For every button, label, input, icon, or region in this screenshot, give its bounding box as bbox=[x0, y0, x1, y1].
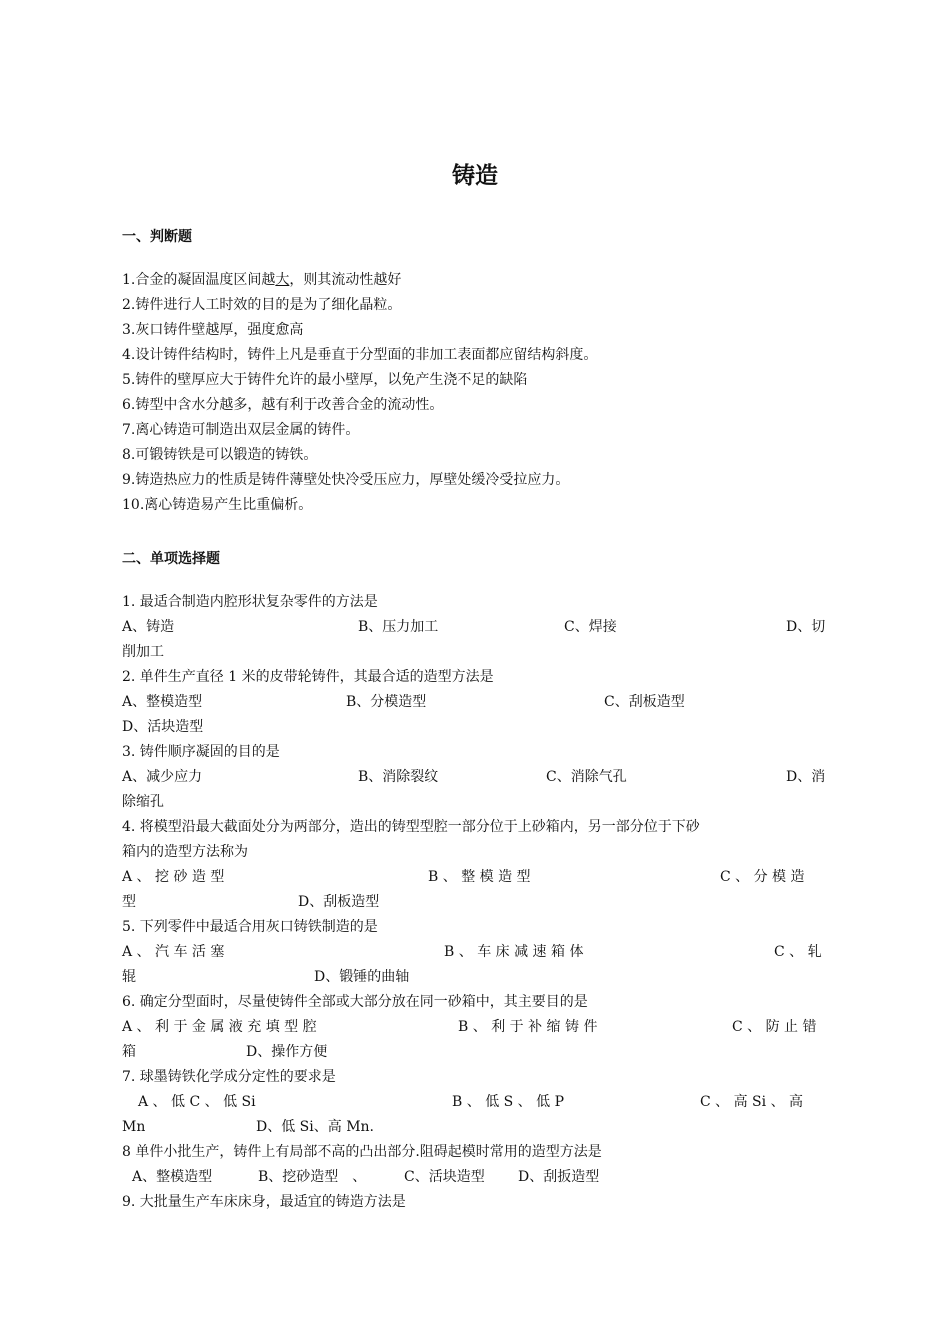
document-title: 铸造 bbox=[452, 163, 498, 189]
option-c-wrap: Mn bbox=[122, 1119, 146, 1135]
option-c: C 、 防 止 错 bbox=[732, 1019, 817, 1035]
judge-question-6: 6.铸型中含水分越多，越有利于改善合金的流动性。 bbox=[122, 397, 444, 413]
option-d: D、刮板造型 bbox=[298, 894, 380, 910]
option-c: C、焊接 bbox=[564, 619, 617, 635]
choice-question-1: 1. 最适合制造内腔形状复杂零件的方法是 bbox=[122, 594, 378, 610]
judge-question-8: 8.可锻铸铁是可以锻造的铸铁。 bbox=[122, 447, 318, 463]
option-b: B、分模造型 bbox=[346, 694, 427, 710]
option-b: B、消除裂纹 bbox=[358, 769, 439, 785]
option-c: C、刮板造型 bbox=[604, 694, 685, 710]
choice-question-4: 4. 将模型沿最大截面处分为两部分，造出的铸型型腔一部分位于上砂箱内，另一部分位于下砂 bbox=[122, 819, 700, 835]
choice-question-list bbox=[122, 590, 828, 1215]
option-c: C 、 轧 bbox=[774, 944, 822, 960]
choice-options-7-wrap bbox=[122, 1115, 828, 1140]
choice-options-2-wrap: D、活块造型 bbox=[122, 719, 204, 735]
option-b: B、挖砂造型 、 bbox=[258, 1169, 367, 1185]
choice-options-2 bbox=[122, 690, 828, 715]
judge-question-9: 9.铸造热应力的性质是铸件薄壁处快冷受压应力，厚壁处缓冷受拉应力。 bbox=[122, 472, 570, 488]
section-heading-judge: 一、判断题 bbox=[122, 229, 192, 245]
option-c: C 、 分 模 造 bbox=[720, 869, 805, 885]
option-a: A 、 低 C 、 低 Si bbox=[138, 1094, 256, 1110]
option-d: D、锻锤的曲轴 bbox=[314, 969, 410, 985]
option-c-wrap: 型 bbox=[122, 894, 136, 910]
judge-question-7: 7.离心铸造可制造出双层金属的铸件。 bbox=[122, 422, 360, 438]
option-d: D、切 bbox=[786, 619, 826, 635]
option-b: B 、 利 于 补 缩 铸 件 bbox=[458, 1019, 598, 1035]
option-d: D、操作方便 bbox=[246, 1044, 328, 1060]
choice-question-5: 5. 下列零件中最适合用灰口铸铁制造的是 bbox=[122, 919, 378, 935]
option-b: B 、 车 床 减 速 箱 体 bbox=[444, 944, 584, 960]
option-c: C 、 高 Si 、 高 bbox=[700, 1094, 804, 1110]
choice-options-4 bbox=[122, 865, 828, 890]
choice-question-4-cont: 箱内的造型方法称为 bbox=[122, 844, 248, 860]
choice-options-7 bbox=[122, 1090, 828, 1115]
option-b: B 、 整 模 造 型 bbox=[428, 869, 531, 885]
choice-question-2: 2. 单件生产直径 1 米的皮带轮铸件，其最合适的造型方法是 bbox=[122, 669, 494, 685]
option-a: A、铸造 bbox=[122, 619, 175, 635]
choice-question-7: 7. 球墨铸铁化学成分定性的要求是 bbox=[122, 1069, 336, 1085]
choice-options-4-wrap bbox=[122, 890, 828, 915]
judge-question-4: 4.设计铸件结构时，铸件上凡是垂直于分型面的非加工表面都应留结构斜度。 bbox=[122, 347, 598, 363]
choice-options-1 bbox=[122, 615, 828, 640]
choice-options-8 bbox=[122, 1165, 828, 1190]
judge-question-list bbox=[122, 268, 828, 518]
option-a: A 、 挖 砂 造 型 bbox=[122, 869, 225, 885]
judge-question-5: 5.铸件的壁厚应大于铸件允许的最小壁厚，以免产生浇不足的缺陷 bbox=[122, 372, 528, 388]
section-heading-choice: 二、单项选择题 bbox=[122, 551, 220, 567]
option-a: A、整模造型 bbox=[132, 1169, 213, 1185]
option-d: D、刮扳造型 bbox=[518, 1169, 600, 1185]
option-c-wrap: 辊 bbox=[122, 969, 136, 985]
option-c: C、活块造型 bbox=[404, 1169, 485, 1185]
choice-question-6: 6. 确定分型面时，尽量使铸件全部或大部分放在同一砂箱中，其主要目的是 bbox=[122, 994, 588, 1010]
choice-question-8: 8 单件小批生产，铸件上有局部不高的凸出部分.阻碍起模时常用的造型方法是 bbox=[122, 1144, 602, 1160]
judge-question-10: 10.离心铸造易产生比重偏析。 bbox=[122, 497, 313, 513]
choice-options-1-wrap: 削加工 bbox=[122, 644, 164, 660]
option-a: A、整模造型 bbox=[122, 694, 203, 710]
choice-options-3 bbox=[122, 765, 828, 790]
choice-options-5-wrap bbox=[122, 965, 828, 990]
judge-question-1: 1.合金的凝固温度区间越大，则其流动性越好 bbox=[122, 272, 402, 288]
choice-options-6 bbox=[122, 1015, 828, 1040]
option-a: A 、 利 于 金 属 液 充 填 型 腔 bbox=[122, 1019, 317, 1035]
option-b: B、压力加工 bbox=[358, 619, 439, 635]
judge-question-3: 3.灰口铸件壁越厚，强度愈高 bbox=[122, 322, 304, 338]
option-d: D、低 Si、高 Mn. bbox=[256, 1119, 374, 1135]
choice-question-3: 3. 铸件顺序凝固的目的是 bbox=[122, 744, 280, 760]
option-c-wrap: 箱 bbox=[122, 1044, 136, 1060]
choice-options-6-wrap bbox=[122, 1040, 828, 1065]
option-b: B 、 低 S 、 低 P bbox=[452, 1094, 564, 1110]
option-a: A、减少应力 bbox=[122, 769, 203, 785]
choice-options-5 bbox=[122, 940, 828, 965]
option-c: C、消除气孔 bbox=[546, 769, 627, 785]
choice-question-9: 9. 大批量生产车床床身，最适宜的铸造方法是 bbox=[122, 1194, 406, 1210]
judge-question-2: 2.铸件进行人工时效的目的是为了细化晶粒。 bbox=[122, 297, 402, 313]
choice-options-3-wrap: 除缩孔 bbox=[122, 794, 164, 810]
option-a: A 、 汽 车 活 塞 bbox=[122, 944, 225, 960]
option-d: D、消 bbox=[786, 769, 826, 785]
